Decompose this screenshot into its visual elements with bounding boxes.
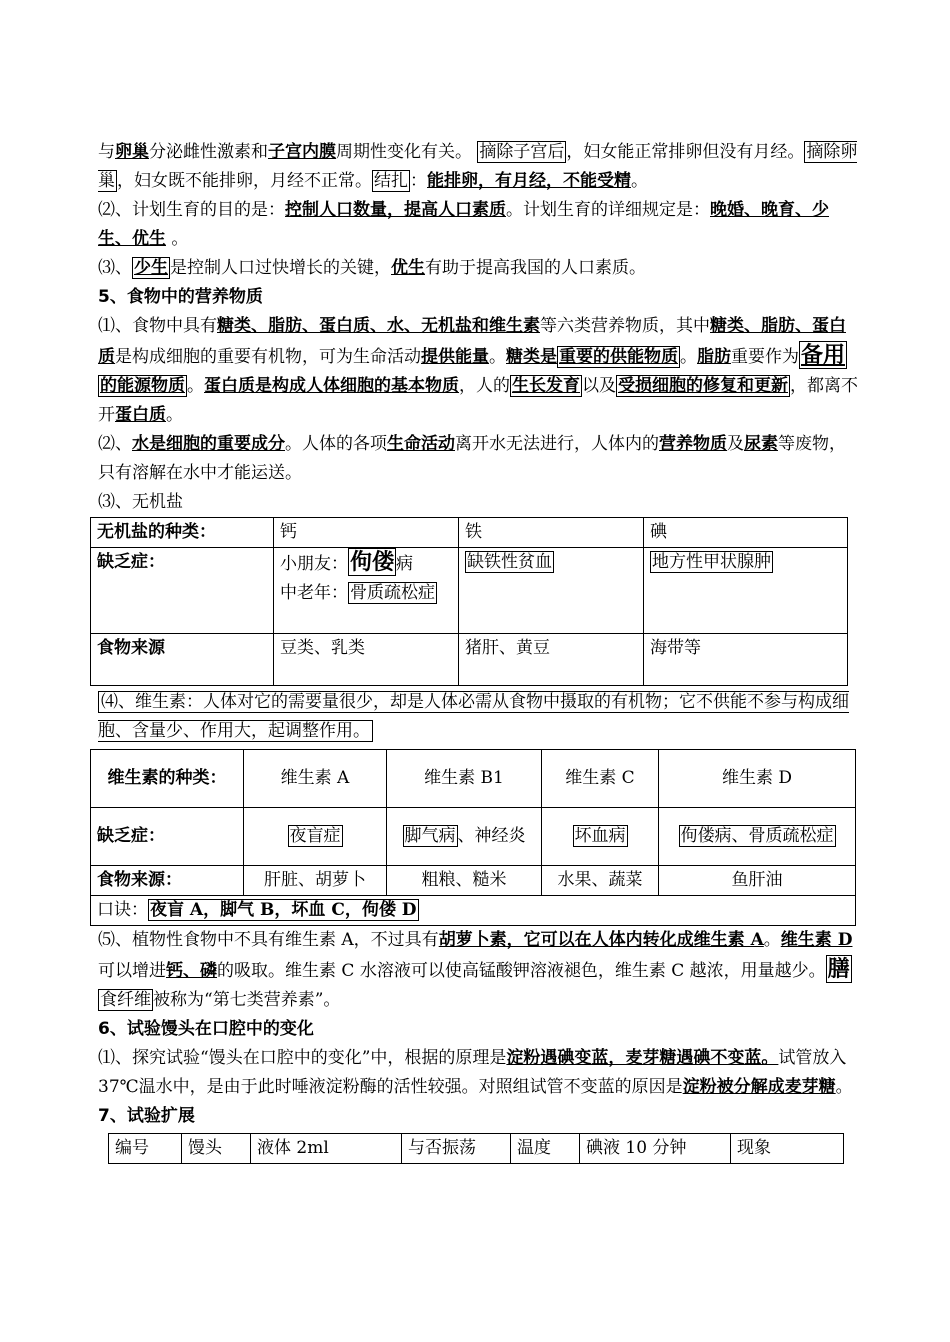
table-cell: 海带等 bbox=[644, 634, 848, 686]
boxed-term: 佝偻病、骨质疏松症 bbox=[680, 826, 834, 846]
boxed-term-large: 膳 bbox=[827, 956, 850, 982]
text: 重要作为 bbox=[731, 347, 799, 367]
text: 是控制人口过快增长的关键， bbox=[170, 258, 391, 278]
table-header-cell: 液体 2ml bbox=[251, 1134, 402, 1164]
key-term: 营养物质 bbox=[659, 434, 727, 454]
key-term: 糖类、脂肪、蛋白质 bbox=[98, 316, 846, 367]
text: ⑴、探究试验“馒头在口腔中的变化”中，根据的原理是 bbox=[98, 1048, 507, 1068]
boxed-key-term-large: 备用 bbox=[801, 342, 846, 368]
table-cell bbox=[459, 548, 644, 634]
table-cell-mnemonic bbox=[91, 896, 856, 926]
text: 以及 bbox=[582, 376, 616, 396]
boxed-term: 结扎 bbox=[374, 171, 408, 191]
table-header-cell: 维生素 B1 bbox=[387, 750, 542, 808]
text: 的吸取。维生素 C 水溶液可以使高锰酸钾溶液褪色，维生素 C 越浓，用量越少。 bbox=[217, 961, 826, 981]
paragraph-minerals-label: ⑶、无机盐 bbox=[98, 492, 183, 512]
table-cell: 猪肝、黄豆 bbox=[459, 634, 644, 686]
boxed-term: 食纤维 bbox=[100, 990, 151, 1010]
table-header-cell: 编号 bbox=[109, 1134, 182, 1164]
text: 。 bbox=[166, 405, 183, 425]
text: ⑴、食物中具有 bbox=[98, 316, 217, 336]
text: 。 bbox=[631, 171, 648, 191]
text: 有助于提高我国的人口素质。 bbox=[425, 258, 646, 278]
boxed-term: 缺铁性贫血 bbox=[467, 552, 552, 572]
text: 中老年： bbox=[280, 583, 348, 603]
text: 。人体的各项 bbox=[285, 434, 387, 454]
table-cell: 豆类、乳类 bbox=[274, 634, 459, 686]
text: 。计划生育的详细规定是： bbox=[506, 200, 710, 220]
table-row bbox=[91, 808, 856, 866]
table-header-cell: 温度 bbox=[511, 1134, 580, 1164]
table-cell bbox=[644, 548, 848, 634]
key-term: 胡萝卜素，它可以在人体内转化成维生素 A bbox=[438, 930, 764, 950]
text: 是构成细胞的重要有机物，可为生命活动 bbox=[115, 347, 421, 367]
table-cell: 缺乏症： bbox=[91, 548, 274, 634]
table-cell: 食物来源 bbox=[91, 634, 274, 686]
table-row bbox=[109, 1134, 844, 1164]
paragraph-ovary bbox=[98, 138, 858, 196]
table-header-cell: 铁 bbox=[459, 518, 644, 548]
document-page bbox=[98, 138, 858, 1164]
text: 。 bbox=[835, 1077, 853, 1097]
key-term: 生命活动 bbox=[387, 434, 455, 454]
table-header-cell: 维生素的种类： bbox=[91, 750, 244, 808]
text: 。 bbox=[489, 347, 506, 367]
paragraph-carotene bbox=[98, 926, 858, 1015]
key-term: 晚婚、晚育、少生、优生 bbox=[98, 200, 829, 249]
boxed-term: 地方性甲状腺肿 bbox=[652, 552, 771, 572]
table-header-cell: 无机盐的种类： bbox=[91, 518, 274, 548]
text: 等废物，只有溶解在水中才能运送。 bbox=[98, 434, 846, 483]
key-term: 蛋白质 bbox=[115, 405, 166, 425]
key-term: 蛋白质是构成人体细胞的基本物质 bbox=[204, 376, 459, 396]
key-term: 尿素 bbox=[744, 434, 778, 454]
text: ，都离不开 bbox=[98, 376, 858, 425]
table-cell: 食物来源： bbox=[91, 866, 244, 896]
text: 周期性变化有关。 bbox=[336, 142, 472, 162]
boxed-term: 夜盲症 bbox=[289, 826, 341, 846]
table-cell bbox=[387, 808, 542, 866]
text: 可以增进 bbox=[98, 961, 166, 981]
text: ，妇女既不能排卵，月经不正常。 bbox=[117, 171, 372, 191]
table-cell bbox=[274, 548, 459, 634]
section-heading-5: 5、食物中的营养物质 bbox=[98, 287, 263, 307]
table-row bbox=[91, 866, 856, 896]
text: ，妇女能正常排卵但没有月经。 bbox=[566, 142, 805, 162]
table-header-cell: 维生素 C bbox=[542, 750, 659, 808]
boxed-term: 摘除子宫后 bbox=[479, 142, 565, 162]
text: 口诀： bbox=[97, 900, 148, 920]
text: 。 bbox=[171, 229, 189, 249]
key-term: 钙、磷 bbox=[166, 961, 217, 981]
table-row bbox=[91, 518, 848, 548]
boxed-term: 脚气病 bbox=[404, 826, 456, 846]
table-row bbox=[91, 896, 856, 926]
table-cell bbox=[542, 808, 659, 866]
boxed-paragraph: ⑷、维生素：人体对它的需要量很少，却是人体必需从食物中摄取的有机物；它不供能不参与构成细胞、含量少、作用大，起调整作用。 bbox=[98, 692, 849, 741]
boxed-term: 坏血病 bbox=[574, 826, 626, 846]
text: ⑸、植物性食物中不具有维生素 A，不过具有 bbox=[98, 930, 439, 950]
key-term: 糖类、脂肪、蛋白质、水、无机盐和维生素 bbox=[217, 316, 540, 336]
boxed-key-term: 重要的供能物质 bbox=[559, 347, 678, 367]
text: 及 bbox=[727, 434, 744, 454]
text: 试管放入 37℃温水中，是由于此时唾液淀粉酶的活性较强。对照组试管不变蓝的原因是 bbox=[98, 1048, 847, 1097]
key-term: 能排卵，有月经，不能受精 bbox=[427, 171, 631, 191]
key-term: 优生 bbox=[391, 258, 425, 278]
key-term: 子宫内膜 bbox=[268, 142, 336, 162]
text: 离开水无法进行，人体内的 bbox=[455, 434, 659, 454]
table-cell: 粗粮、糙米 bbox=[387, 866, 542, 896]
text: 病 bbox=[396, 554, 414, 574]
key-term: 卵巢 bbox=[115, 142, 149, 162]
boxed-key-term: 少生 bbox=[134, 258, 168, 278]
table-header-cell: 馒头 bbox=[182, 1134, 251, 1164]
paragraph-fewer-births bbox=[98, 254, 858, 283]
key-term: 提供能量 bbox=[421, 347, 489, 367]
table-cell bbox=[244, 808, 387, 866]
key-term: 维生素 D bbox=[780, 930, 853, 950]
text: ⑵、计划生育的目的是： bbox=[98, 200, 285, 220]
boxed-term-large: 佝偻 bbox=[350, 549, 395, 575]
boxed-key-term: 生长发育 bbox=[512, 376, 580, 396]
text: ⑵、 bbox=[98, 434, 132, 454]
text: ： bbox=[410, 171, 427, 191]
key-term: 水是细胞的重要成分 bbox=[132, 434, 285, 454]
key-term: 淀粉被分解成麦芽糖 bbox=[682, 1077, 836, 1097]
boxed-key-term: 受损细胞的修复和更新 bbox=[618, 376, 788, 396]
table-row bbox=[91, 548, 848, 634]
text: 、神经炎 bbox=[457, 826, 526, 846]
table-header-cell: 碘液 10 分钟 bbox=[580, 1134, 731, 1164]
table-row bbox=[91, 750, 856, 808]
table-cell: 缺乏症： bbox=[91, 808, 244, 866]
table-cell: 鱼肝油 bbox=[659, 866, 856, 896]
table-cell bbox=[659, 808, 856, 866]
boxed-term: 摘除卵巢 bbox=[98, 142, 858, 191]
table-header-cell: 碘 bbox=[644, 518, 848, 548]
section-heading-7: 7、试验扩展 bbox=[98, 1106, 195, 1126]
paragraph-family-planning bbox=[98, 196, 858, 254]
table-header-cell: 与否振荡 bbox=[402, 1134, 511, 1164]
paragraph-bread-experiment bbox=[98, 1044, 858, 1102]
key-term: 脂肪 bbox=[697, 347, 731, 367]
table-cell: 肝脏、胡萝卜 bbox=[244, 866, 387, 896]
key-term: 糖类是 bbox=[506, 347, 557, 367]
text: ⑶、 bbox=[98, 258, 132, 278]
vitamin-table bbox=[90, 749, 856, 926]
table-row bbox=[91, 634, 848, 686]
paragraph-nutrients bbox=[98, 312, 858, 430]
experiment-table bbox=[108, 1133, 844, 1164]
text: 分泌雌性激素和 bbox=[149, 142, 268, 162]
text: 被称为“第七类营养素”。 bbox=[153, 990, 341, 1010]
key-term: 控制人口数量，提高人口素质 bbox=[285, 200, 506, 220]
section-heading-6: 6、试验馒头在口腔中的变化 bbox=[98, 1019, 314, 1039]
paragraph-vitamins bbox=[98, 688, 858, 746]
text: 。 bbox=[187, 376, 204, 396]
text: ，人的 bbox=[459, 376, 510, 396]
table-cell: 水果、蔬菜 bbox=[542, 866, 659, 896]
boxed-key-term: 的能源物质 bbox=[100, 376, 185, 396]
text: 等六类营养物质，其中 bbox=[540, 316, 710, 336]
table-header-cell: 现象 bbox=[731, 1134, 844, 1164]
key-term: 淀粉遇碘变蓝，麦芽糖遇碘不变蓝。 bbox=[506, 1048, 779, 1068]
text: 。 bbox=[680, 347, 697, 367]
text: 。 bbox=[763, 930, 781, 950]
boxed-key-term: 夜盲 A，脚气 B，坏血 C，佝偻 D bbox=[150, 900, 417, 920]
boxed-term: 骨质疏松症 bbox=[350, 583, 435, 603]
text: 与 bbox=[98, 142, 115, 162]
table-header-cell: 钙 bbox=[274, 518, 459, 548]
mineral-table bbox=[90, 517, 848, 686]
table-header-cell: 维生素 A bbox=[244, 750, 387, 808]
text: 小朋友： bbox=[280, 554, 348, 574]
table-header-cell: 维生素 D bbox=[659, 750, 856, 808]
paragraph-water bbox=[98, 430, 858, 488]
